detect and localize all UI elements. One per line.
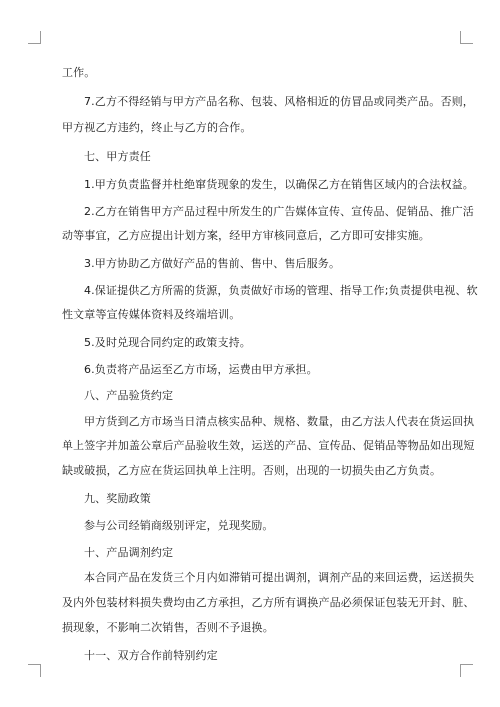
text-line: 动等事宜，乙方应提出计划方案，经甲方审核同意后，乙方即可安排实施。 [62, 229, 430, 242]
text-line: 6.负责将产品运至乙方市场，运费由甲方承担。 [84, 363, 318, 376]
text-line: 1.甲方负责监督并杜绝窜货现象的发生，以确保乙方在销售区域内的合法权益。 [84, 178, 474, 191]
crop-mark-bottom-left [28, 664, 41, 677]
text-line: 参与公司经销商级别评定，兑现奖励。 [84, 519, 274, 532]
text-line: 性文章等宣传媒体资料及终端培训。 [62, 308, 241, 321]
text-line: 本合同产品在发货三个月内如滞销可提出调剂，调剂产品的来回运费，运送损失 [84, 571, 475, 584]
section-heading: 十一、双方合作前特别约定 [84, 649, 218, 662]
text-line: 5.及时兑现合同约定的政策支持。 [84, 336, 251, 349]
text-line: 缺或破损，乙方应在货运回执单上注明。否则，出现的一切损失由乙方负责。 [62, 464, 442, 477]
text-line: 单上签字并加盖公章后产品验收生效，运送的产品、宣传品、促销品等物品如出现短 [62, 439, 475, 452]
section-heading: 七、甲方责任 [84, 150, 151, 163]
text-line: 7.乙方不得经销与甲方产品名称、包装、风格相近的仿冒品或同类产品。否则， [84, 95, 474, 108]
crop-mark-top-right [460, 31, 473, 44]
text-line: 4.保证提供乙方所需的货源，负责做好市场的管理、指导工作;负责提供电视、软 [84, 284, 478, 297]
text-line: 及内外包装材料损失费均由乙方承担，乙方所有调换产品必须保证包装无开封、脏、 [62, 596, 475, 609]
text-line: 甲方货到乙方市场当日清点核实品种、规格、数量，由乙方法人代表在货运回执 [84, 415, 475, 428]
section-heading: 十、产品调剂约定 [84, 546, 174, 559]
section-heading: 八、产品验货约定 [84, 389, 174, 402]
text-line: 工作。 [62, 66, 96, 79]
crop-mark-bottom-right [460, 664, 473, 677]
text-line: 甲方视乙方违约，终止与乙方的合作。 [62, 121, 252, 134]
text-line: 损现象，不影响二次销售，否则不予退换。 [62, 621, 274, 634]
text-line: 2.乙方在销售甲方产品过程中所发生的广告媒体宣传、宣传品、促销品、推广活 [84, 205, 474, 218]
text-line: 3.甲方协助乙方做好产品的售前、售中、售后服务。 [84, 257, 341, 270]
section-heading: 九、奖励政策 [84, 492, 151, 505]
crop-mark-top-left [28, 31, 41, 44]
